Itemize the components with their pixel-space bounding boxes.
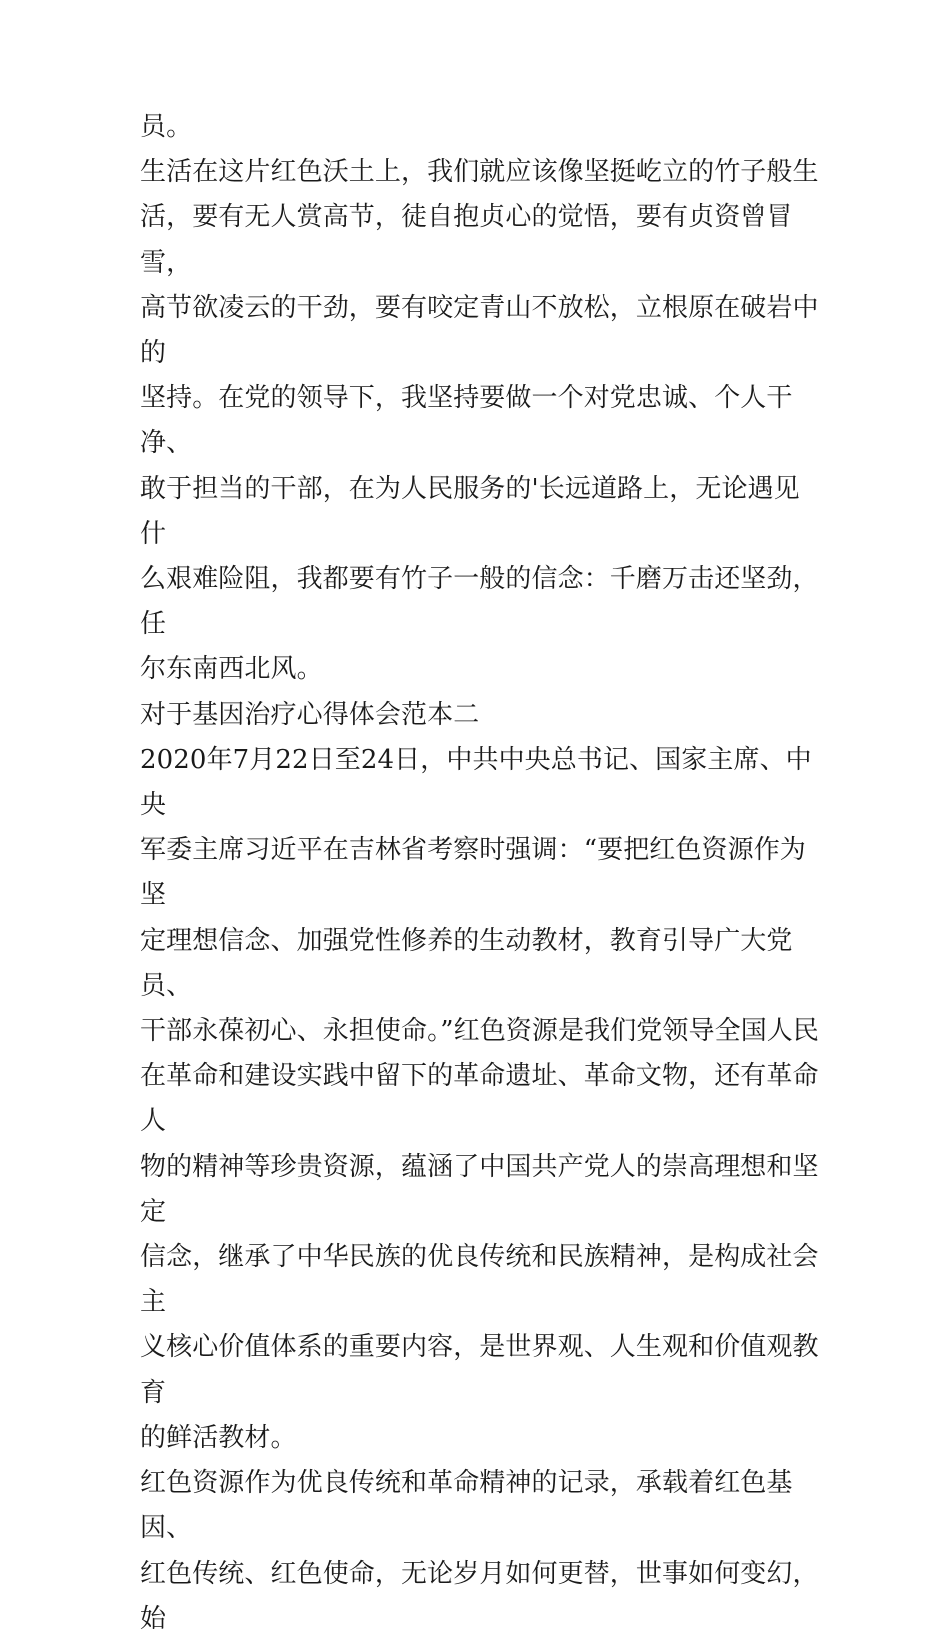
section-heading: 对于基因治疗心得体会范本二 [140, 699, 480, 730]
document-body [140, 105, 820, 1642]
paragraph-red-gene: 红色资源作为优良传统和革命精神的记录，承载着红色基因、 红色传统、红色使命，无论岁月如何更替，世事如何变幻，始 [140, 1468, 819, 1634]
paragraph-red-resources: 2020年7月22日至24日，中共中央总书记、国家主席、中央 军委主席习近平在吉林省考察时强调：“要把红色资源作为坚 定理想信念、加强党性修养的生动教材，教育引导广大党员、 干部永葆初心、永担使命。”红色资源是我们党领导全国人民 在革命和建设实践中留下的革命遗址、革命文物，还有革命人 物的精神等珍贵资源，蕴涵了中国共产党人的崇高理想和坚定 信念，继承了中华民族的优良传统和民族精神，是构成社会主 义核心价值体系的重要内容，是世界观、人生观和价值观教育 的鲜活教材。 [140, 744, 819, 1453]
paragraph-bamboo: 生活在这片红色沃土上，我们就应该像坚挺屹立的竹子般生 活，要有无人赏高节，徒自抱贞心的觉悟，要有贞资曾冒雪， 高节欲凌云的干劲，要有咬定青山不放松，立根原在破岩中的 坚持。在党的领导下，我坚持要做一个对党忠诚、个人干净、 敢于担当的干部，在为人民服务的'长远道路上，无论遇见什 么艰难险阻，我都要有竹子一般的信念：千磨万击还坚劲，任 尔东南西北风。 [140, 157, 819, 685]
paragraph-continuation: 员。 [140, 112, 193, 142]
